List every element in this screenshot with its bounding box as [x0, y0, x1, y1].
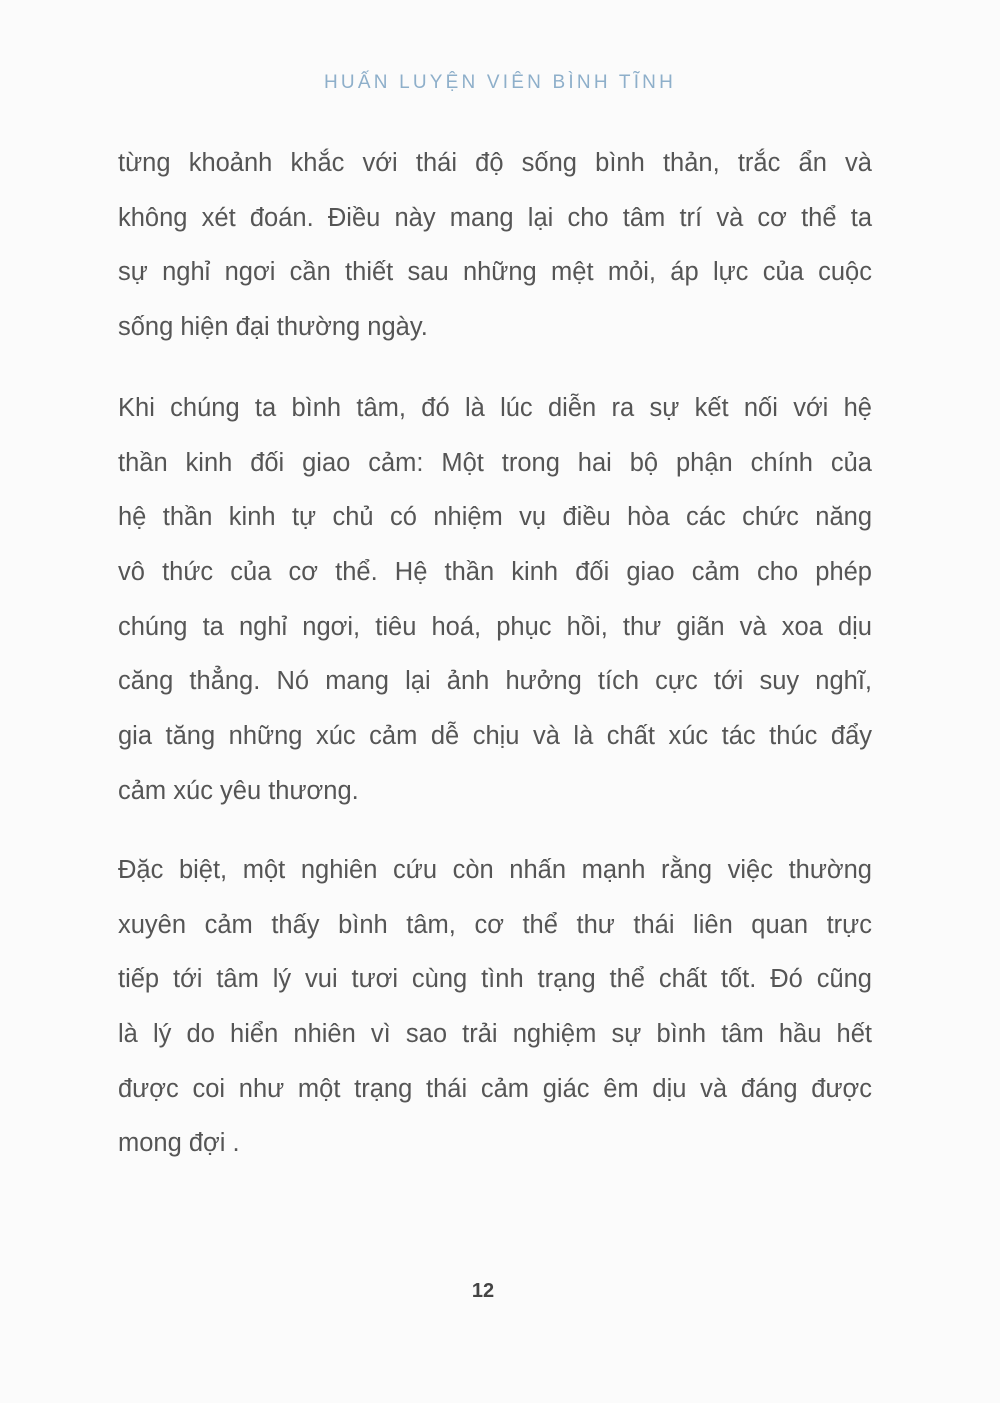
text-line: là lý do hiển nhiên vì sao trải nghiệm sự bình tâm hầu hết: [118, 1020, 872, 1049]
text-line: cảm xúc yêu thương.: [118, 776, 359, 805]
page-number: 12: [471, 1280, 495, 1302]
text-line: chúng ta nghỉ ngơi, tiêu hoá, phục hồi, thư giãn và xoa dịu: [118, 612, 872, 641]
paragraph-3: [118, 852, 872, 1180]
text-line: sống hiện đại thường ngày.: [118, 313, 428, 342]
text-line: căng thẳng. Nó mang lại ảnh hưởng tích cực tới suy nghĩ,: [118, 667, 872, 696]
text-line: sự nghỉ ngơi cần thiết sau những mệt mỏi, áp lực của cuộc: [118, 258, 872, 287]
text-line: Đặc biệt, một nghiên cứu còn nhấn mạnh rằng việc thường: [118, 856, 872, 884]
paragraph-1: [118, 145, 872, 364]
text-line: Khi chúng ta bình tâm, đó là lúc diễn ra sự kết nối với hệ: [118, 394, 872, 422]
text-line: không xét đoán. Điều này mang lại cho tâm trí và cơ thể ta: [118, 203, 872, 232]
running-header: HUẤN LUYỆN VIÊN BÌNH TĨNH: [323, 72, 677, 93]
text-line: gia tăng những xúc cảm dễ chịu và là chất xúc tác thúc đẩy: [118, 722, 872, 751]
text-line: xuyên cảm thấy bình tâm, cơ thể thư thái liên quan trực: [118, 910, 872, 939]
text-line: hệ thần kinh tự chủ có nhiệm vụ điều hòa các chức năng: [118, 503, 872, 532]
paragraph-2: [118, 390, 872, 828]
text-line: mong đợi .: [118, 1129, 240, 1158]
text-line: vô thức của cơ thể. Hệ thần kinh đối giao cảm cho phép: [118, 558, 872, 587]
text-line: thần kinh đối giao cảm: Một trong hai bộ phận chính của: [118, 448, 872, 477]
text-line: tiếp tới tâm lý vui tươi cùng tình trạng thể chất tốt. Đó cũng: [118, 965, 872, 994]
text-line: từng khoảnh khắc với thái độ sống bình thản, trắc ẩn và: [118, 149, 872, 177]
text-line: được coi như một trạng thái cảm giác êm dịu và đáng được: [118, 1074, 872, 1103]
